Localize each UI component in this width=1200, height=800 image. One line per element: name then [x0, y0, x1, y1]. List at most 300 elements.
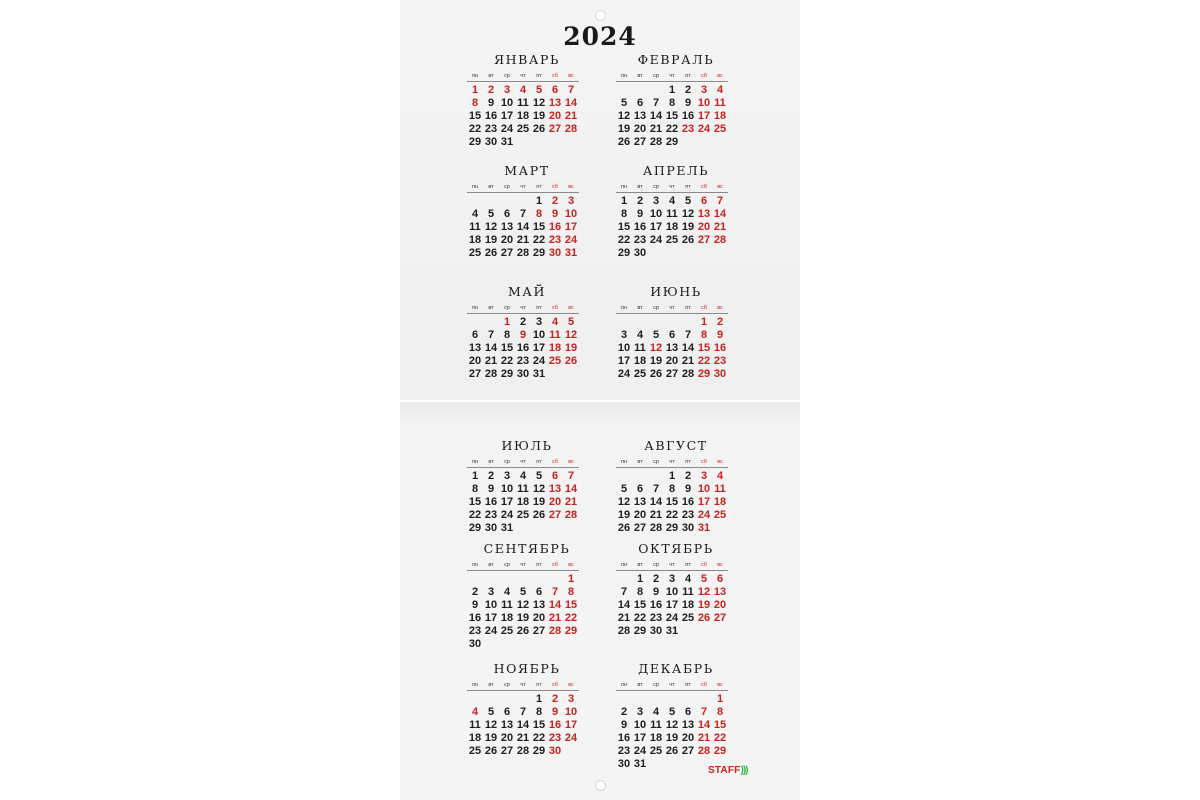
empty-cell	[664, 693, 680, 706]
day-cell: 20	[532, 612, 546, 624]
day-cell: 18	[468, 732, 482, 744]
weekday-label: ср	[504, 682, 510, 688]
day-cell: 29	[532, 745, 546, 757]
day-cell: 19	[564, 342, 578, 354]
weekday-label: пт	[685, 459, 691, 465]
day-cell: 3	[652, 195, 660, 207]
day-cell: 1	[636, 573, 644, 585]
day-cell: 30	[468, 638, 482, 650]
day-cell: 6	[503, 208, 511, 220]
day-cell: 26	[649, 368, 663, 380]
day-cell: 24	[633, 745, 647, 757]
day-cell: 14	[516, 221, 530, 233]
day-cell: 14	[548, 599, 562, 611]
weekday-label: вт	[637, 184, 643, 190]
weekday-label: чт	[669, 682, 675, 688]
month-11	[467, 661, 587, 758]
day-cell: 3	[636, 706, 644, 718]
weekday-label: ср	[653, 305, 659, 311]
weekday-label: вс	[568, 682, 574, 688]
day-cell: 24	[649, 234, 663, 246]
day-cell: 1	[567, 573, 575, 585]
day-cell: 17	[697, 110, 711, 122]
day-cell: 9	[551, 208, 559, 220]
weekday-label: вт	[488, 459, 494, 465]
day-cell: 18	[713, 496, 727, 508]
day-cell: 11	[714, 483, 726, 495]
day-cell: 18	[649, 732, 663, 744]
day-cell: 8	[716, 706, 724, 718]
day-cell: 26	[532, 509, 546, 521]
day-cell: 30	[484, 522, 498, 534]
month-name: ИЮЛЬ	[501, 438, 553, 453]
weekday-label: сб	[552, 305, 558, 311]
brand-wave-icon: )))	[740, 765, 748, 776]
day-cell: 22	[617, 234, 631, 246]
day-cell: 10	[500, 97, 514, 109]
day-cell: 25	[516, 509, 530, 521]
day-cell: 3	[487, 586, 495, 598]
binding-hole-top	[595, 10, 606, 21]
day-cell: 2	[551, 693, 559, 705]
day-cell: 20	[500, 732, 514, 744]
day-cell: 7	[620, 586, 628, 598]
month-10	[616, 541, 736, 638]
weekday-label: вс	[717, 73, 723, 79]
day-cell: 14	[697, 719, 711, 731]
day-cell: 9	[471, 599, 479, 611]
weekday-label: вс	[717, 459, 723, 465]
day-cell: 17	[697, 496, 711, 508]
weekday-header	[616, 305, 728, 314]
day-cell: 25	[681, 612, 695, 624]
days-grid	[467, 84, 579, 149]
weekday-label: пн	[620, 305, 627, 311]
weekday-label: пт	[536, 73, 542, 79]
day-cell: 9	[716, 329, 724, 341]
weekday-label: ср	[653, 73, 659, 79]
day-cell: 9	[519, 329, 527, 341]
day-cell: 24	[665, 612, 679, 624]
day-cell: 14	[649, 110, 663, 122]
day-cell: 19	[617, 509, 631, 521]
day-cell: 2	[551, 195, 559, 207]
day-cell: 10	[532, 329, 546, 341]
day-cell: 28	[516, 247, 530, 259]
empty-cell	[680, 316, 696, 329]
day-cell: 2	[636, 195, 644, 207]
day-cell: 31	[697, 522, 711, 534]
day-cell: 3	[700, 84, 708, 96]
weekday-label: пт	[685, 305, 691, 311]
day-cell: 8	[567, 586, 575, 598]
day-cell: 11	[501, 599, 513, 611]
day-cell: 5	[684, 195, 692, 207]
empty-cell	[632, 316, 648, 329]
day-cell: 30	[548, 247, 562, 259]
day-cell: 4	[684, 573, 692, 585]
day-cell: 28	[681, 368, 695, 380]
day-cell: 10	[633, 719, 647, 731]
day-cell: 9	[684, 483, 692, 495]
day-cell: 5	[620, 483, 628, 495]
day-cell: 22	[532, 732, 546, 744]
day-cell: 22	[697, 355, 711, 367]
empty-cell	[547, 573, 563, 586]
weekday-label: пт	[685, 73, 691, 79]
day-cell: 13	[633, 110, 647, 122]
day-cell: 13	[532, 599, 546, 611]
day-cell: 1	[620, 195, 628, 207]
day-cell: 17	[665, 599, 679, 611]
empty-cell	[648, 693, 664, 706]
day-cell: 18	[633, 355, 647, 367]
day-cell: 10	[649, 208, 663, 220]
weekday-label: вт	[637, 73, 643, 79]
day-cell: 26	[681, 234, 695, 246]
day-cell: 20	[633, 509, 647, 521]
empty-cell	[467, 693, 483, 706]
calendar-sheet-bottom	[400, 402, 800, 800]
day-cell: 29	[468, 136, 482, 148]
weekday-label: чт	[669, 184, 675, 190]
day-cell: 28	[548, 625, 562, 637]
empty-cell	[632, 693, 648, 706]
day-cell: 13	[713, 586, 727, 598]
day-cell: 1	[471, 470, 479, 482]
weekday-label: вс	[717, 562, 723, 568]
empty-cell	[648, 470, 664, 483]
day-cell: 6	[716, 573, 724, 585]
month-3	[467, 163, 587, 260]
month-name: ИЮНЬ	[650, 284, 702, 299]
day-cell: 15	[532, 719, 546, 731]
day-cell: 5	[700, 573, 708, 585]
day-cell: 13	[697, 208, 711, 220]
day-cell: 20	[468, 355, 482, 367]
day-cell: 12	[564, 329, 578, 341]
day-cell: 9	[684, 97, 692, 109]
day-cell: 30	[633, 247, 647, 259]
day-cell: 15	[633, 599, 647, 611]
day-cell: 8	[471, 97, 479, 109]
weekday-label: вт	[637, 562, 643, 568]
day-cell: 20	[697, 221, 711, 233]
day-cell: 7	[684, 329, 692, 341]
brand-logo	[708, 765, 747, 776]
days-grid	[467, 693, 579, 758]
day-cell: 16	[681, 496, 695, 508]
day-cell: 9	[551, 706, 559, 718]
weekday-label: ср	[504, 305, 510, 311]
day-cell: 14	[564, 97, 578, 109]
day-cell: 23	[548, 732, 562, 744]
month-name: ФЕВРАЛЬ	[637, 52, 715, 67]
day-cell: 3	[620, 329, 628, 341]
day-cell: 21	[564, 496, 578, 508]
day-cell: 8	[620, 208, 628, 220]
day-cell: 7	[567, 84, 575, 96]
month-4	[616, 163, 736, 260]
day-cell: 5	[620, 97, 628, 109]
day-cell: 21	[649, 509, 663, 521]
day-cell: 21	[516, 234, 530, 246]
month-2	[616, 52, 736, 149]
day-cell: 24	[564, 732, 578, 744]
weekday-header	[467, 682, 579, 691]
day-cell: 9	[636, 208, 644, 220]
day-cell: 4	[519, 84, 527, 96]
day-cell: 25	[713, 123, 727, 135]
day-cell: 14	[564, 483, 578, 495]
day-cell: 15	[532, 221, 546, 233]
day-cell: 12	[617, 496, 631, 508]
day-cell: 2	[620, 706, 628, 718]
empty-cell	[664, 316, 680, 329]
day-cell: 16	[617, 732, 631, 744]
day-cell: 26	[617, 136, 631, 148]
day-cell: 13	[500, 221, 514, 233]
weekday-label: сб	[701, 682, 707, 688]
day-cell: 7	[487, 329, 495, 341]
day-cell: 8	[503, 329, 511, 341]
month-8	[616, 438, 736, 535]
empty-cell	[499, 573, 515, 586]
month-7	[467, 438, 587, 535]
day-cell: 20	[665, 355, 679, 367]
weekday-label: ср	[653, 682, 659, 688]
day-cell: 31	[532, 368, 546, 380]
day-cell: 10	[617, 342, 631, 354]
day-cell: 15	[500, 342, 514, 354]
weekday-label: чт	[669, 73, 675, 79]
day-cell: 2	[684, 84, 692, 96]
day-cell: 20	[633, 123, 647, 135]
day-cell: 17	[617, 355, 631, 367]
day-cell: 15	[468, 110, 482, 122]
day-cell: 19	[484, 732, 498, 744]
weekday-label: сб	[552, 184, 558, 190]
weekday-label: пн	[620, 73, 627, 79]
empty-cell	[680, 693, 696, 706]
day-cell: 30	[649, 625, 663, 637]
weekday-header	[467, 305, 579, 314]
day-cell: 16	[548, 221, 562, 233]
weekday-label: чт	[520, 73, 526, 79]
weekday-label: пт	[536, 459, 542, 465]
weekday-label: вт	[488, 682, 494, 688]
weekday-label: вт	[488, 562, 494, 568]
weekday-label: пн	[471, 184, 478, 190]
weekday-label: пн	[620, 562, 627, 568]
day-cell: 26	[697, 612, 711, 624]
weekday-label: вс	[568, 459, 574, 465]
day-cell: 12	[532, 483, 546, 495]
day-cell: 8	[535, 706, 543, 718]
day-cell: 22	[500, 355, 514, 367]
day-cell: 10	[484, 599, 498, 611]
day-cell: 23	[633, 234, 647, 246]
empty-cell	[632, 84, 648, 97]
brand-logo-text: STAFF	[708, 765, 741, 776]
day-cell: 26	[532, 123, 546, 135]
day-cell: 2	[471, 586, 479, 598]
weekday-label: ср	[504, 184, 510, 190]
day-cell: 16	[681, 110, 695, 122]
day-cell: 10	[564, 208, 578, 220]
empty-cell	[648, 316, 664, 329]
weekday-label: пн	[471, 682, 478, 688]
weekday-label: пн	[471, 305, 478, 311]
day-cell: 24	[484, 625, 498, 637]
day-cell: 7	[567, 470, 575, 482]
day-cell: 17	[500, 496, 514, 508]
day-cell: 22	[665, 123, 679, 135]
weekday-label: ср	[653, 562, 659, 568]
day-cell: 24	[617, 368, 631, 380]
day-cell: 9	[652, 586, 660, 598]
month-name: ДЕКАБРЬ	[638, 661, 714, 676]
day-cell: 23	[617, 745, 631, 757]
day-cell: 27	[697, 234, 711, 246]
day-cell: 23	[681, 509, 695, 521]
day-cell: 19	[532, 110, 546, 122]
weekday-label: вт	[637, 459, 643, 465]
day-cell: 9	[487, 483, 495, 495]
day-cell: 11	[634, 342, 646, 354]
year-title: 2024	[563, 22, 637, 51]
day-cell: 29	[617, 247, 631, 259]
day-cell: 25	[548, 355, 562, 367]
weekday-label: пн	[620, 459, 627, 465]
day-cell: 3	[700, 470, 708, 482]
day-cell: 17	[532, 342, 546, 354]
weekday-label: сб	[701, 73, 707, 79]
weekday-label: чт	[520, 459, 526, 465]
day-cell: 18	[713, 110, 727, 122]
day-cell: 11	[650, 719, 662, 731]
weekday-label: вт	[637, 682, 643, 688]
day-cell: 6	[503, 706, 511, 718]
day-cell: 19	[484, 234, 498, 246]
weekday-label: вс	[568, 562, 574, 568]
day-cell: 23	[681, 123, 695, 135]
day-cell: 6	[471, 329, 479, 341]
empty-cell	[616, 573, 632, 586]
month-12	[616, 661, 736, 771]
month-6	[616, 284, 736, 381]
weekday-label: пн	[620, 184, 627, 190]
day-cell: 26	[484, 745, 498, 757]
day-cell: 21	[617, 612, 631, 624]
day-cell: 20	[548, 110, 562, 122]
day-cell: 18	[468, 234, 482, 246]
day-cell: 19	[516, 612, 530, 624]
day-cell: 4	[519, 470, 527, 482]
weekday-label: вс	[568, 73, 574, 79]
day-cell: 12	[484, 719, 498, 731]
day-cell: 2	[487, 84, 495, 96]
day-cell: 11	[549, 329, 561, 341]
day-cell: 21	[564, 110, 578, 122]
day-cell: 29	[697, 368, 711, 380]
days-grid	[467, 573, 579, 651]
day-cell: 25	[713, 509, 727, 521]
month-5	[467, 284, 587, 381]
day-cell: 26	[564, 355, 578, 367]
day-cell: 2	[716, 316, 724, 328]
month-1	[467, 52, 587, 149]
day-cell: 23	[484, 123, 498, 135]
month-name: МАЙ	[508, 284, 546, 299]
day-cell: 2	[519, 316, 527, 328]
day-cell: 1	[716, 693, 724, 705]
day-cell: 8	[471, 483, 479, 495]
weekday-header	[616, 184, 728, 193]
weekday-label: вт	[488, 305, 494, 311]
day-cell: 7	[519, 706, 527, 718]
day-cell: 26	[484, 247, 498, 259]
weekday-header	[616, 562, 728, 571]
weekday-label: вс	[568, 305, 574, 311]
day-cell: 30	[484, 136, 498, 148]
day-cell: 23	[548, 234, 562, 246]
day-cell: 31	[633, 758, 647, 770]
day-cell: 12	[649, 342, 663, 354]
empty-cell	[467, 573, 483, 586]
day-cell: 30	[617, 758, 631, 770]
day-cell: 21	[516, 732, 530, 744]
day-cell: 16	[649, 599, 663, 611]
day-cell: 13	[665, 342, 679, 354]
weekday-header	[467, 459, 579, 468]
day-cell: 17	[500, 110, 514, 122]
day-cell: 28	[484, 368, 498, 380]
day-cell: 29	[633, 625, 647, 637]
empty-cell	[483, 195, 499, 208]
day-cell: 16	[484, 496, 498, 508]
empty-cell	[483, 573, 499, 586]
day-cell: 22	[665, 509, 679, 521]
day-cell: 3	[567, 195, 575, 207]
weekday-label: чт	[520, 562, 526, 568]
day-cell: 17	[484, 612, 498, 624]
day-cell: 24	[697, 123, 711, 135]
weekday-label: сб	[701, 305, 707, 311]
day-cell: 20	[548, 496, 562, 508]
day-cell: 13	[500, 719, 514, 731]
day-cell: 16	[713, 342, 727, 354]
weekday-label: вт	[488, 73, 494, 79]
day-cell: 8	[668, 97, 676, 109]
day-cell: 21	[649, 123, 663, 135]
month-name: АПРЕЛЬ	[642, 163, 710, 178]
day-cell: 17	[564, 719, 578, 731]
day-cell: 7	[551, 586, 559, 598]
weekday-label: вс	[717, 184, 723, 190]
day-cell: 15	[468, 496, 482, 508]
binding-hole-bottom	[595, 780, 606, 791]
weekday-label: ср	[504, 459, 510, 465]
days-grid	[616, 470, 728, 535]
day-cell: 26	[665, 745, 679, 757]
empty-cell	[467, 316, 483, 329]
day-cell: 28	[649, 522, 663, 534]
weekday-label: ср	[653, 459, 659, 465]
weekday-header	[616, 459, 728, 468]
day-cell: 11	[714, 97, 726, 109]
weekday-label: пн	[471, 562, 478, 568]
